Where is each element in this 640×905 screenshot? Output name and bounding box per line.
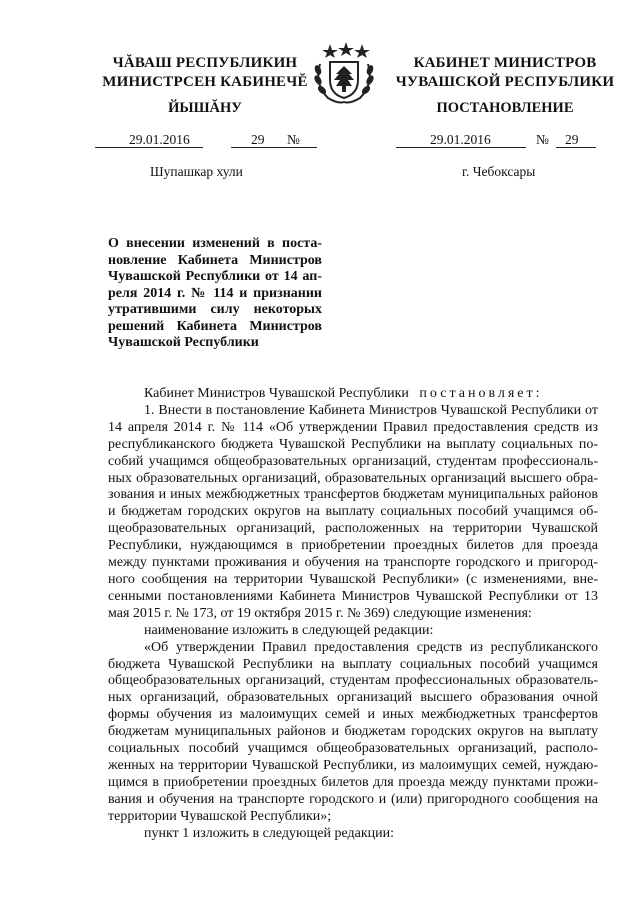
header-right-line1: КАБИНЕТ МИНИСТРОВ [413,55,597,71]
header-right-number-sign: № [536,132,549,147]
header-left-line1: ЧĂВАШ РЕСПУБЛИКИН [112,55,298,71]
header-left-line2: МИНИСТРСЕН КАБИНЕЧĔ [102,74,308,90]
chuvash-coat-of-arms-icon [306,40,382,106]
intro-decree-word: постановляет: [419,386,543,401]
header-left-doc-type: ЙЫШĂНУ [168,100,242,116]
intro-paragraph [108,386,598,403]
paragraph-4: пункт 1 изложить в следующей редакции: [144,825,394,841]
header-left-date-line [95,132,320,148]
header-left-number-sign: № [287,132,300,147]
header-right-line2: ЧУВАШСКОЙ РЕСПУБЛИКИ [395,74,615,90]
paragraph-1: 1. Внести в постановление Кабинета Министров Чувашской Республики от 14 апреля 2014 г. № 114 «Об утверждении Правил предоставления средств из республиканского бюджета Чувашской Республики на выплату социальных пособий учащимся общеобразовательных организаций, студентам профессиональных образовательных организаций, образовательных организаций высшего образования и иных межбюджетных трансфертов бюджетам муниципальных районов и бюджетам городских округов на выплату социальных пособий учащимся общеобразовательных организаций, расположенных на территории Чувашской Республики, нуждающимся в приобретении проездных билетов для проезда между пунктами проживания и обучения на транспорте городского и пригородного сообщения на территории Чувашской Республики» (с изменениями, внесенными постановлениями Кабинета Министров Чувашской Республики от 13 мая 2015 г. № 173, от 19 октября 2015 г. № 369) следующие изменения: [108,402,598,621]
header-right-org [390,54,620,92]
header-left-city: Шупашкар хули [150,164,243,179]
header-right-number: 29 [565,132,579,147]
paragraph-3: «Об утверждении Правил предоставления средств из республиканского бюджета Чувашской Республики на выплату социальных пособий учащимся общеобразовательных организаций, студентам профессиональных образовательных организаций, образовательных организаций высшего образования очной формы обучения из малоимущих семей и иных межбюджетных трансфертов бюджетам муниципальных районов и бюджетам городских округов на выплату социальных пособий учащимся общеобразовательных организаций, расположенных на территории Чувашской Республики, из малоимущих семей, нуждающимся в приобретении проездных билетов для проезда между пунктами проживания и обучения на транспорте городского и (или) пригородного сообщения на территории Чувашской Республики»; [108,639,598,824]
header-right-city: г. Чебоксары [462,164,536,179]
header-left-date: 29.01.2016 [129,132,190,147]
header-right-date: 29.01.2016 [430,132,491,147]
header-right-doc-type: ПОСТАНОВЛЕНИЕ [436,100,574,116]
document-body [108,386,598,842]
intro-start: Кабинет Министров Чувашской Республики [144,386,409,401]
header-left-number: 29 [251,132,265,147]
header-right-date-line [396,132,606,148]
document-title: О внесении изменений в постановление Кабинета Министров Чувашской Республики от 14 апреля 2014 г. № 114 и признании утратившими силу некоторых решений Кабинета Министров Чувашской Республики [108,236,322,350]
paragraph-2: наименование изложить в следующей редакции: [144,622,434,638]
header-left-org [100,54,310,92]
